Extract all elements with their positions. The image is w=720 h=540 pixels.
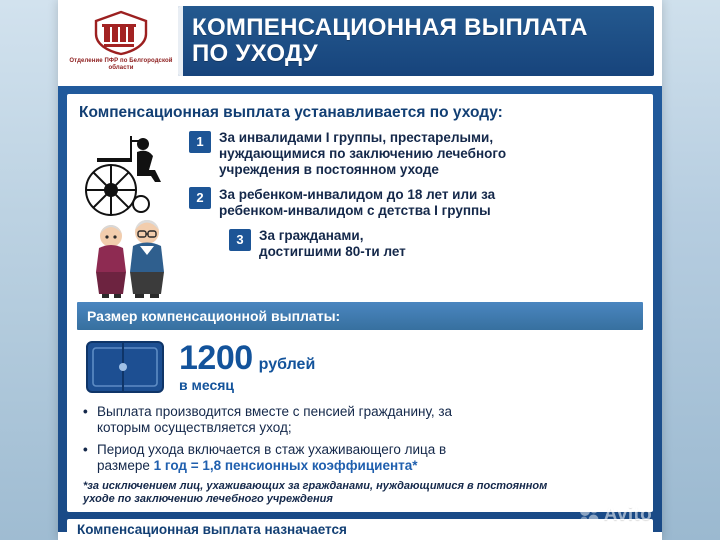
poster-body xyxy=(58,86,662,537)
condition-1-line-2: нуждающимися по заключению лечебного xyxy=(219,146,507,161)
condition-text-1 xyxy=(219,130,506,178)
conditions-section xyxy=(77,128,643,298)
bullet-2-highlight: 1 год = 1,8 пенсионных коэффициента* xyxy=(153,458,418,473)
amount-value: 1200 xyxy=(179,339,253,377)
content-card xyxy=(67,94,653,512)
condition-item-2 xyxy=(189,187,643,219)
condition-text-2 xyxy=(219,187,495,219)
bullet-item-2 xyxy=(83,442,641,474)
bullet-text-1 xyxy=(97,404,452,436)
header-title-band xyxy=(178,6,654,76)
footer-strip xyxy=(67,519,653,539)
page-title xyxy=(192,15,588,67)
condition-text-3 xyxy=(259,228,406,260)
footnote-line-2: уходе по заключению лечебного учреждения xyxy=(83,493,333,505)
pfr-emblem-icon xyxy=(90,10,152,56)
avito-watermark-text: Avito xyxy=(603,504,652,525)
bullet-item-1 xyxy=(83,404,641,436)
condition-item-3 xyxy=(229,228,643,260)
footnote-line-1: *за исключением лиц, ухаживающих за гражданами, нуждающимися в постоянном xyxy=(83,480,548,492)
bullet-1-line-2: которым осуществляется уход; xyxy=(97,420,292,435)
condition-2-line-1: За ребенком-инвалидом до 18 лет или за xyxy=(219,187,496,202)
amount-section xyxy=(77,330,643,400)
bullet-text-2 xyxy=(97,442,446,474)
wallet-icon xyxy=(83,336,169,398)
page-title-line2: ПО УХОДУ xyxy=(192,40,318,67)
condition-3-line-2: достигшими 80-ти лет xyxy=(259,244,406,259)
conditions-list xyxy=(189,128,643,269)
condition-3-line-1: За гражданами, xyxy=(259,228,364,243)
poster xyxy=(58,0,662,540)
illustrations xyxy=(77,128,189,298)
footer-strip-text: Компенсационная выплата назначается xyxy=(77,522,347,537)
amount-values xyxy=(179,341,315,393)
footnote xyxy=(83,480,641,506)
poster-header xyxy=(58,0,662,86)
wheelchair-icon xyxy=(77,128,189,298)
condition-2-line-2: ребенком-инвалидом с детства I группы xyxy=(219,203,491,218)
amount-currency: рублей xyxy=(258,356,316,373)
bullet-marker-1: • xyxy=(83,404,88,419)
background-left xyxy=(0,0,58,540)
condition-1-line-1: За инвалидами I группы, престарелыми, xyxy=(219,130,494,145)
condition-number-1: 1 xyxy=(189,131,211,153)
elderly-couple-icon xyxy=(96,220,164,298)
condition-number-3: 3 xyxy=(229,229,251,251)
amount-band-title: Размер компенсационной выплаты: xyxy=(77,302,643,330)
pfr-logo-text: Отделение ПФР по Белгородской области xyxy=(69,58,173,71)
condition-number-2: 2 xyxy=(189,187,211,209)
bullet-marker-2: • xyxy=(83,442,88,457)
bullet-2-line-1: Период ухода включается в стаж ухаживающего лица в xyxy=(97,442,447,457)
pfr-logo xyxy=(58,0,178,72)
lead-text: Компенсационная выплата устанавливается по уходу: xyxy=(79,104,503,121)
background-right xyxy=(662,0,720,540)
condition-1-line-3: учреждения в постоянном уходе xyxy=(219,162,439,177)
bullet-2-line-2: размере xyxy=(97,458,154,473)
page-title-line1: КОМПЕНСАЦИОННАЯ ВЫПЛАТА xyxy=(192,14,588,41)
bullet-list xyxy=(83,404,641,474)
bullet-1-line-1: Выплата производится вместе с пенсией гражданину, за xyxy=(97,404,453,419)
amount-period: в месяц xyxy=(179,377,235,393)
condition-item-1 xyxy=(189,130,643,178)
illustration-column xyxy=(77,128,189,298)
